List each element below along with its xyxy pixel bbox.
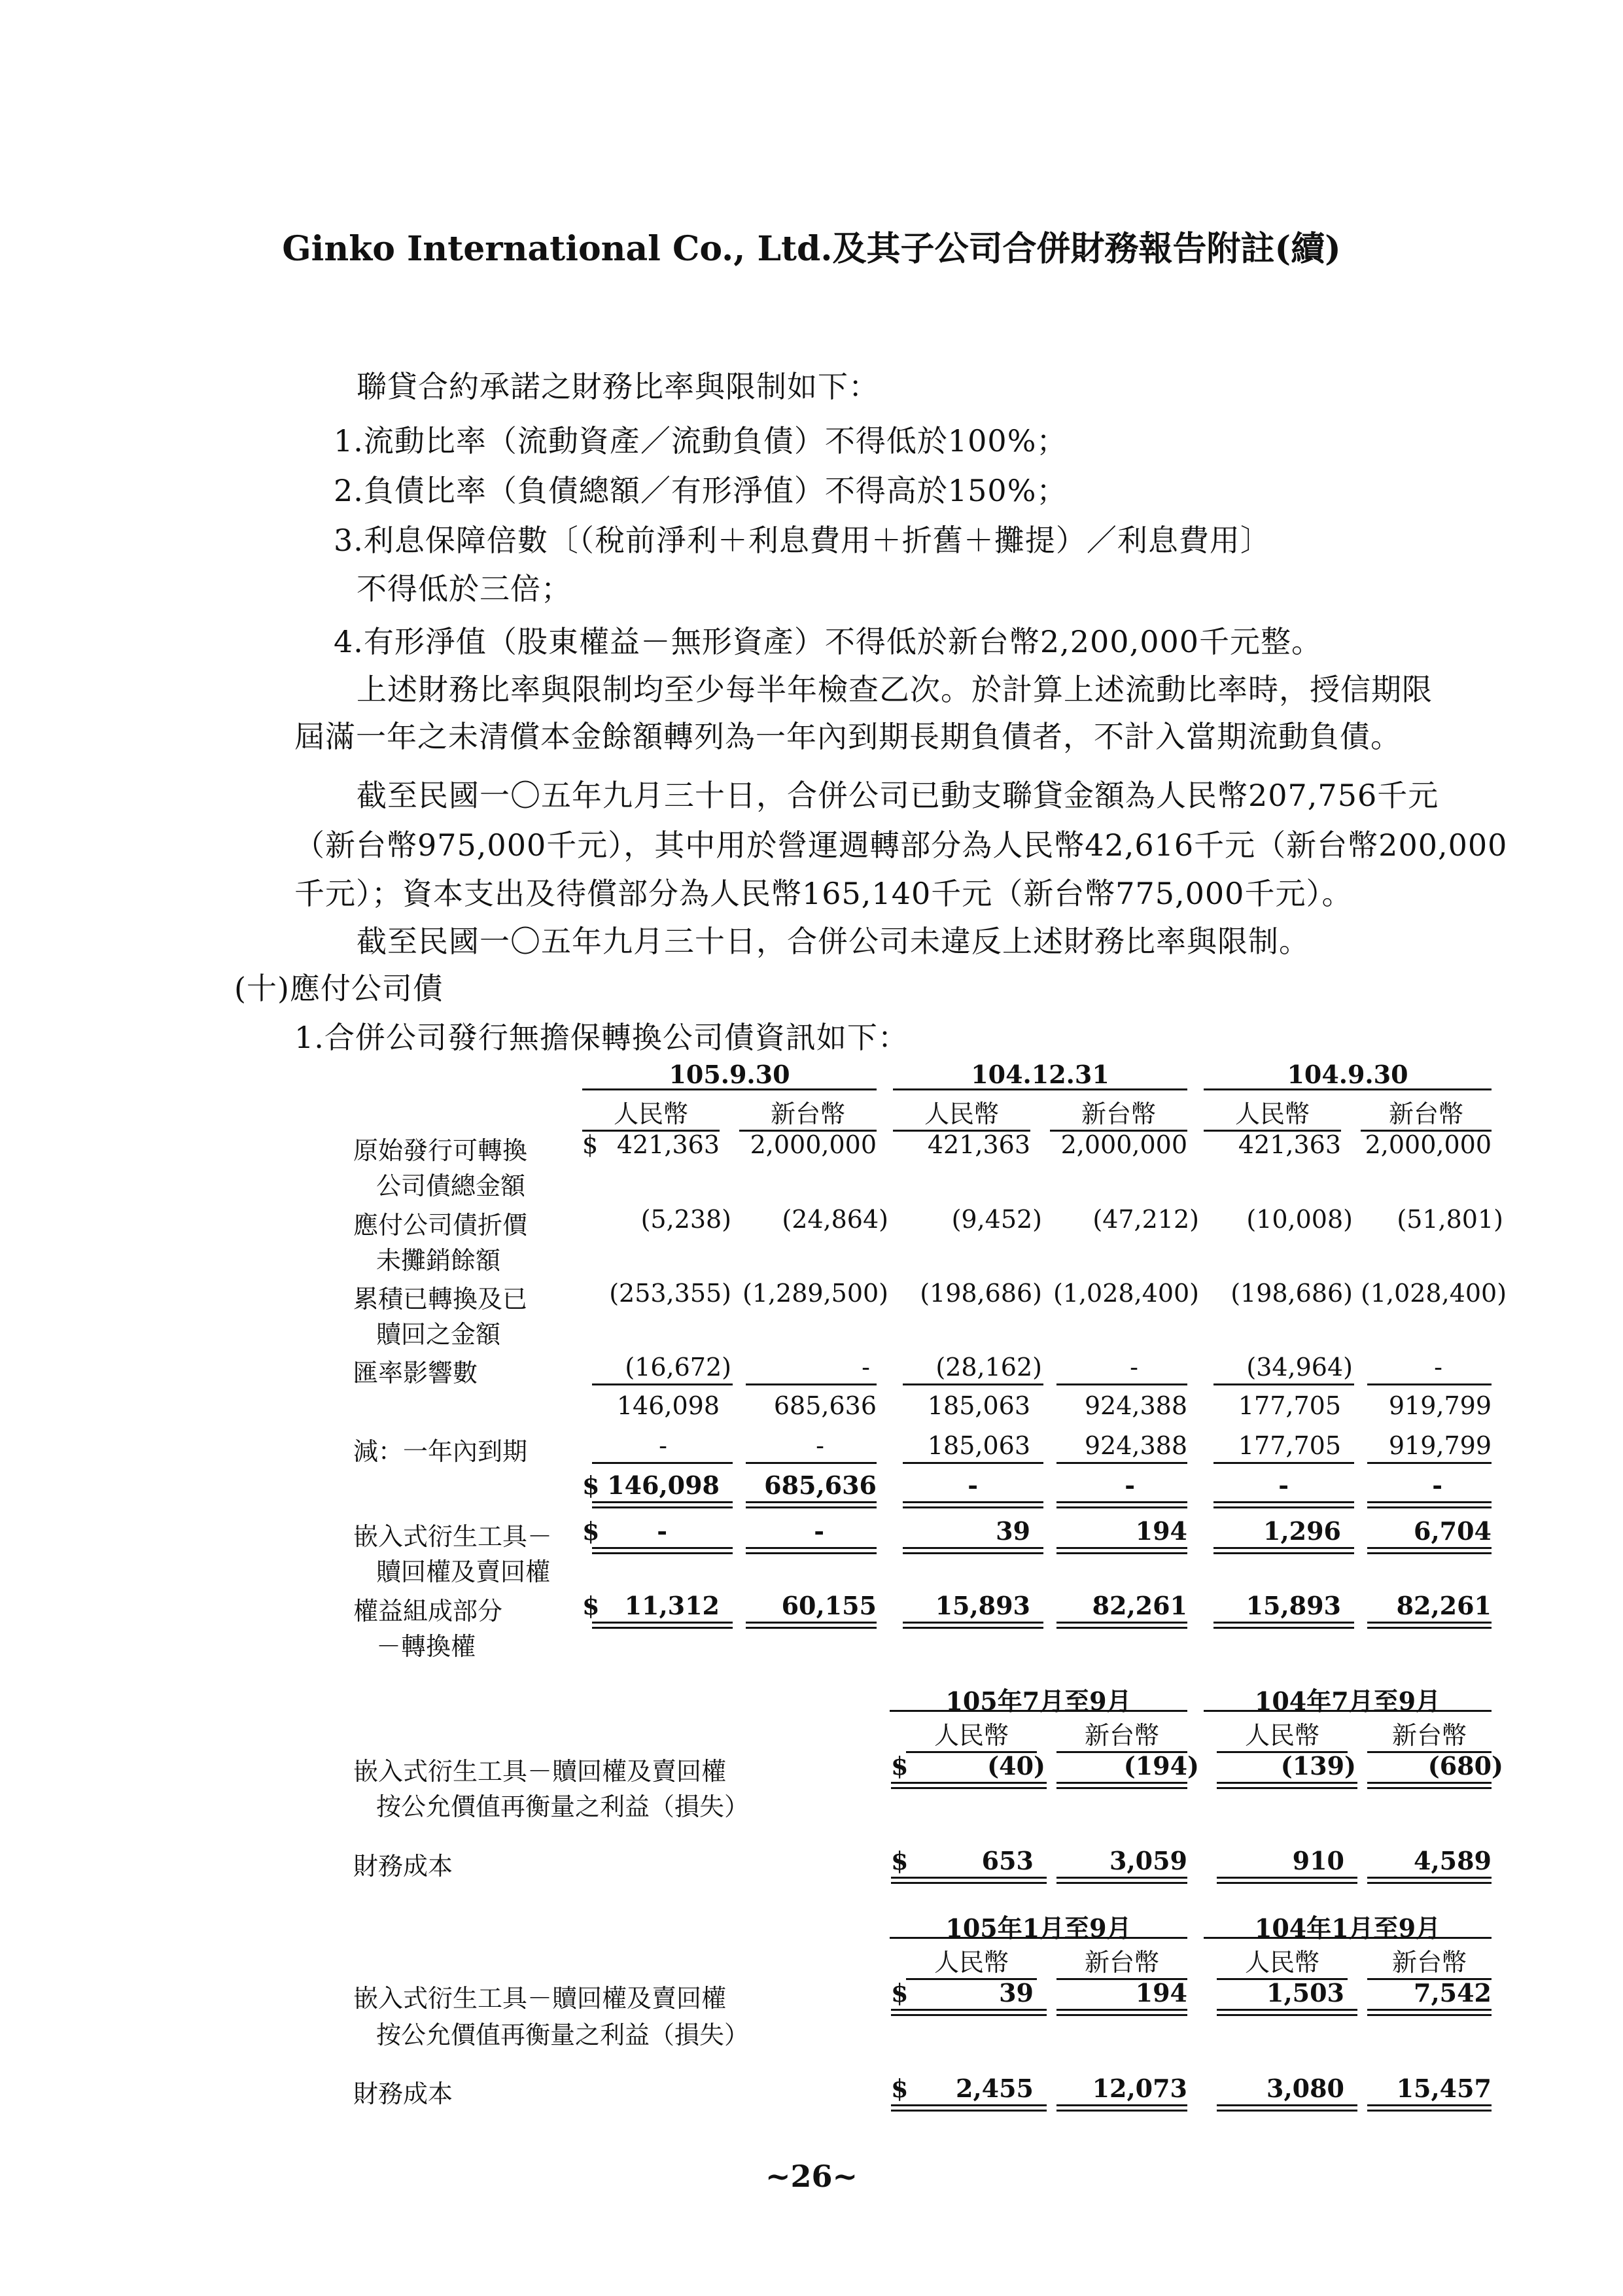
total-rule [592,1501,733,1508]
dollar-sign: $ [891,2074,909,2103]
page-number: ~26~ [765,2159,858,2194]
table-cell: (194) [1123,1751,1199,1781]
row-label: 匯率影響數 [353,1359,478,1387]
currency-header: 人民幣 [893,1094,1030,1132]
row-label-cont: 按公允價值再衡量之利益（損失） [376,2021,750,2049]
table-cell: 194 [1135,1516,1187,1546]
subtotal-rule [1213,1462,1354,1464]
row-label: 減：一年內到期 [353,1437,528,1466]
row-label-cont: 未攤銷餘額 [376,1246,501,1275]
total-rule [1217,1877,1357,1884]
table-cell: (1,289,500) [742,1279,888,1308]
currency-header: 新台幣 [1361,1094,1492,1132]
currency-header: 人民幣 [906,1715,1037,1753]
row-label-cont: 公司債總金額 [376,1172,526,1200]
total-rule [746,1501,877,1508]
period-rule [893,1088,1187,1090]
total-rule [746,1622,877,1629]
total-rule [1056,1547,1187,1554]
table-cell: 146,098 [607,1470,720,1500]
section-heading-bonds: (十)應付公司債 [234,971,444,1006]
table-cell: 12,073 [1092,2074,1187,2103]
period-rule [1204,1937,1492,1939]
period-rule [582,1088,877,1090]
table-cell: 924,388 [1084,1391,1187,1420]
covenant-item-2: 2.負債比率（負債總額／有形淨值）不得高於150%； [334,473,1068,508]
row-label-cont: 贖回之金額 [376,1320,501,1349]
table-cell: - [1432,1470,1442,1500]
total-rule [1056,1782,1187,1789]
table-cell: (1,028,400) [1053,1279,1199,1308]
period-rule [1204,1088,1492,1090]
table-cell: 2,000,000 [1365,1130,1492,1159]
table-cell: (47,212) [1092,1205,1199,1234]
total-rule [891,1877,1047,1884]
table-cell: 82,261 [1396,1591,1492,1620]
paragraph-drawdown-line1: 截至民國一〇五年九月三十日，合併公司已動支聯貸金額為人民幣207,756千元 [357,778,1439,813]
total-rule [1367,1547,1492,1554]
covenant-item-1: 1.流動比率（流動資產／流動負債）不得低於100%； [334,423,1068,459]
period-header: 104年1月至9月 [1254,1913,1441,1943]
subtotal-rule [1213,1383,1354,1385]
total-rule [1056,2009,1187,2016]
total-rule [1367,2104,1492,2112]
period-header: 105年1月至9月 [945,1913,1132,1943]
table-cell: 919,799 [1388,1391,1492,1420]
total-rule [903,1501,1043,1508]
currency-header: 人民幣 [906,1942,1037,1980]
table-cell: 146,098 [616,1391,720,1420]
total-rule [1217,1782,1357,1789]
row-label: 嵌入式衍生工具－贖回權及賣回權 [353,1984,727,2013]
table-cell: (34,964) [1246,1353,1353,1382]
period-header: 105年7月至9月 [945,1686,1132,1716]
subtotal-rule [592,1462,733,1464]
total-rule [592,1622,733,1629]
total-rule [1213,1547,1354,1554]
subtotal-rule [1367,1383,1492,1385]
total-rule [903,1547,1043,1554]
table-cell: (9,452) [951,1205,1042,1234]
table-cell: 177,705 [1238,1391,1341,1420]
total-rule [1217,2009,1357,2016]
row-label: 財務成本 [353,2079,453,2108]
table-cell: 924,388 [1084,1431,1187,1460]
table-cell: - [657,1516,667,1546]
total-rule [1367,1622,1492,1629]
total-rule [1367,1877,1492,1884]
paragraph-check-line1: 上述財務比率與限制均至少每半年檢查乙次。於計算上述流動比率時，授信期限 [357,672,1433,707]
table-cell: (51,801) [1397,1205,1503,1234]
table-cell: 185,063 [927,1391,1030,1420]
table-cell: 3,080 [1266,2074,1344,2103]
subsection-heading-bonds: 1.合併公司發行無擔保轉換公司債資訊如下： [294,1020,909,1055]
table-cell: 1,296 [1263,1516,1341,1546]
paragraph-check-line2: 屆滿一年之未清償本金餘額轉列為一年內到期長期負債者，不計入當期流動負債。 [294,719,1401,754]
currency-header: 新台幣 [1050,1094,1187,1132]
table-cell: - [1434,1353,1442,1382]
dollar-sign: $ [582,1130,599,1159]
subtotal-rule [746,1383,877,1385]
table-cell: (16,672) [625,1353,731,1382]
table-cell: 185,063 [927,1431,1030,1460]
table-cell: 2,455 [956,2074,1034,2103]
paragraph-compliance: 截至民國一〇五年九月三十日，合併公司未違反上述財務比率與限制。 [357,924,1310,959]
total-rule [891,2009,1047,2016]
dollar-sign: $ [582,1516,600,1546]
table-cell: 421,363 [1238,1130,1341,1159]
table-cell: 421,363 [616,1130,720,1159]
total-rule [1367,1782,1492,1789]
currency-header: 人民幣 [1204,1094,1341,1132]
period-header: 104.12.31 [971,1060,1109,1089]
currency-header: 新台幣 [1367,1942,1492,1980]
covenant-item-3-cont: 不得低於三倍； [357,571,572,606]
table-cell: 2,000,000 [750,1130,877,1159]
table-cell: 2,000,000 [1060,1130,1187,1159]
total-rule [1213,1622,1354,1629]
currency-header: 新台幣 [739,1094,877,1132]
total-rule [891,2104,1047,2112]
table-cell: 3,059 [1109,1846,1187,1875]
total-rule [1367,2009,1492,2016]
covenant-item-4: 4.有形淨值（股東權益－無形資產）不得低於新台幣2,200,000千元整。 [334,624,1322,659]
subtotal-rule [1056,1383,1187,1385]
subtotal-rule [1367,1462,1492,1464]
table-cell: - [1278,1470,1289,1500]
table-cell: 685,636 [773,1391,877,1420]
table-cell: (198,686) [920,1279,1042,1308]
dollar-sign: $ [891,1751,909,1781]
table-cell: (5,238) [640,1205,731,1234]
paragraph-drawdown-line2: （新台幣975,000千元），其中用於營運週轉部分為人民幣42,616千元（新台幣200,000 [294,827,1508,863]
table-cell: - [816,1431,824,1460]
period-rule [890,1710,1187,1712]
dollar-sign: $ [582,1591,600,1620]
period-rule [1204,1710,1492,1712]
covenant-intro: 聯貸合約承諾之財務比率與限制如下： [357,369,879,404]
row-label-cont: －轉換權 [376,1632,476,1661]
currency-header: 人民幣 [582,1094,720,1132]
row-label: 財務成本 [353,1852,453,1881]
currency-header: 人民幣 [1217,1715,1348,1753]
table-cell: (40) [987,1751,1045,1781]
currency-header: 人民幣 [1217,1942,1348,1980]
subtotal-rule [746,1462,877,1464]
table-cell: 177,705 [1238,1431,1341,1460]
row-label-cont: 贖回權及賣回權 [376,1557,551,1586]
table-cell: 11,312 [624,1591,720,1620]
table-cell: (28,162) [935,1353,1042,1382]
row-label: 應付公司債折價 [353,1211,528,1240]
table-cell: 39 [996,1516,1030,1546]
page-title: Ginko International Co., Ltd.及其子公司合併財務報告附註(續) [282,229,1341,269]
table-cell: 653 [981,1846,1034,1875]
covenant-item-3: 3.利息保障倍數〔（稅前淨利＋利息費用＋折舊＋攤提）／利息費用〕 [334,523,1271,558]
currency-header: 新台幣 [1367,1715,1492,1753]
total-rule [891,1782,1047,1789]
subtotal-rule [592,1383,733,1385]
table-cell: 15,893 [1246,1591,1341,1620]
table-cell: - [1125,1470,1135,1500]
total-rule [592,1547,733,1554]
table-cell: 4,589 [1414,1846,1492,1875]
table-cell: 7,542 [1414,1978,1492,2008]
table-cell: - [814,1516,824,1546]
table-cell: (1,028,400) [1361,1279,1507,1308]
row-label: 原始發行可轉換 [353,1136,528,1165]
table-cell: (198,686) [1230,1279,1353,1308]
total-rule [1213,1501,1354,1508]
table-cell: 60,155 [781,1591,877,1620]
period-header: 104.9.30 [1287,1060,1408,1089]
table-cell: - [1130,1353,1138,1382]
row-label: 嵌入式衍生工具－ [353,1522,553,1551]
currency-header: 新台幣 [1056,1942,1187,1980]
table-cell: (139) [1280,1751,1356,1781]
subtotal-rule [1056,1462,1187,1464]
table-cell: - [862,1353,870,1382]
table-cell: (253,355) [609,1279,731,1308]
table-cell: 685,636 [764,1470,877,1500]
total-rule [1056,2104,1187,2112]
table-cell: 910 [1292,1846,1344,1875]
period-header: 105.9.30 [669,1060,790,1089]
subtotal-rule [903,1383,1043,1385]
table-cell: - [968,1470,978,1500]
row-label-cont: 按公允價值再衡量之利益（損失） [376,1792,750,1821]
total-rule [1056,1877,1187,1884]
total-rule [1217,2104,1357,2112]
table-cell: - [659,1431,667,1460]
row-label: 嵌入式衍生工具－贖回權及賣回權 [353,1757,727,1786]
table-cell: 15,893 [935,1591,1030,1620]
row-label: 累積已轉換及已 [353,1285,528,1313]
table-cell: 421,363 [927,1130,1030,1159]
period-header: 104年7月至9月 [1254,1686,1441,1716]
table-cell: 1,503 [1266,1978,1344,2008]
dollar-sign: $ [891,1846,909,1875]
row-label: 權益組成部分 [353,1597,503,1626]
table-cell: (10,008) [1246,1205,1353,1234]
table-cell: 194 [1135,1978,1187,2008]
table-cell: (680) [1427,1751,1503,1781]
period-rule [890,1937,1187,1939]
dollar-sign: $ [582,1470,600,1500]
total-rule [1056,1622,1187,1629]
table-cell: 15,457 [1396,2074,1492,2103]
total-rule [1367,1501,1492,1508]
table-cell: 919,799 [1388,1431,1492,1460]
total-rule [903,1622,1043,1629]
table-cell: 82,261 [1092,1591,1187,1620]
table-cell: (24,864) [782,1205,888,1234]
dollar-sign: $ [891,1978,909,2008]
currency-header: 新台幣 [1056,1715,1187,1753]
table-cell: 6,704 [1414,1516,1492,1546]
table-cell: 39 [999,1978,1034,2008]
total-rule [1056,1501,1187,1508]
subtotal-rule [903,1462,1043,1464]
total-rule [746,1547,877,1554]
paragraph-drawdown-line3: 千元）；資本支出及待償部分為人民幣165,140千元（新台幣775,000千元）。 [294,876,1353,911]
